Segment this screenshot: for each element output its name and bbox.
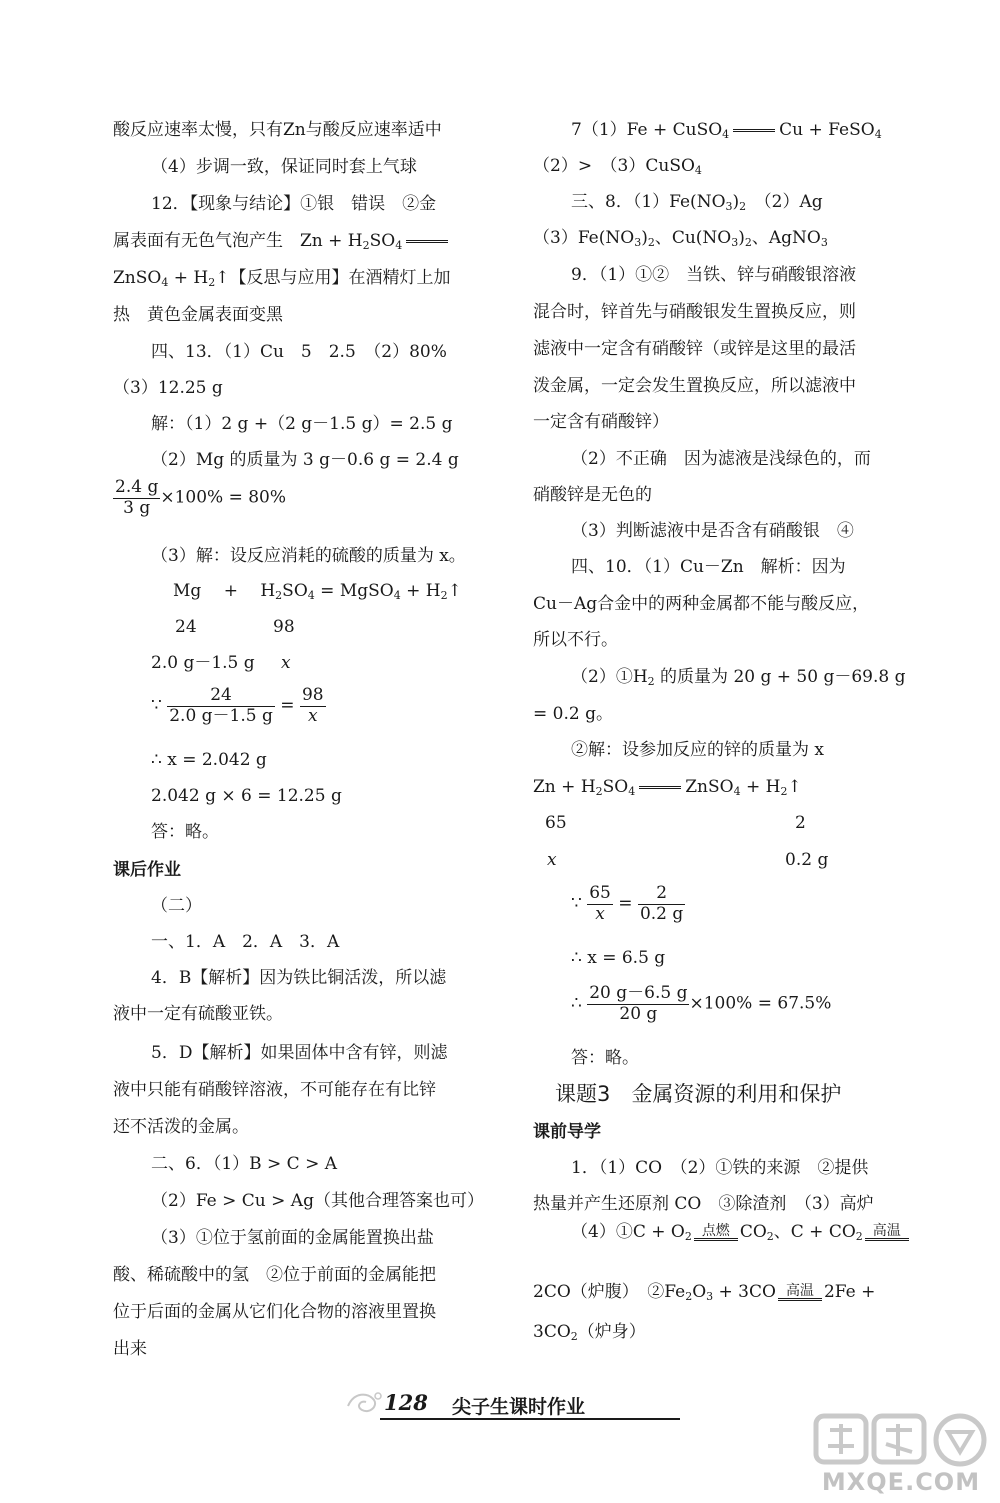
reaction-condition: 高温 xyxy=(778,1284,822,1301)
equation-arrow xyxy=(639,786,681,789)
left-line-2: （4）步调一致，保证同时套上气球 xyxy=(151,157,417,177)
left-line-11: $\frac{2.4 g}{3 g}$ ×100% = 80% xyxy=(115,477,287,518)
left-line-26: 还不活泼的金属。 xyxy=(113,1117,249,1137)
right-line-2: （2）> （3）CuSO$_4$ xyxy=(533,156,702,177)
left-line-5: ZnSO$_4$ + $H_2↑$【反思与应用】在酒精灯上加 xyxy=(113,268,451,289)
right-line-15: 所以不行。 xyxy=(533,630,618,650)
right-line-31: $3CO_2$（炉身） xyxy=(533,1322,646,1343)
fraction: $\frac{2}{0.2 g}$ xyxy=(639,883,684,924)
reaction-condition: 点燃 xyxy=(694,1224,738,1241)
left-line-15b: x xyxy=(281,653,291,673)
right-line-29: （4）①C + $O_2$ 点燃 $CO_2$、$C + CO_2$ 高温 xyxy=(571,1224,911,1241)
left-line-18: 2.042 g × 6 = 12.25 g xyxy=(151,786,342,806)
left-line-28: （2）Fe > Cu > Ag（其他合理答案也可） xyxy=(151,1191,484,1211)
left-line-22: 4．B【解析】因为铁比铜活泼，所以滤 xyxy=(151,968,447,988)
fraction: $\frac{20 g-6.5 g}{20 g}$ xyxy=(589,983,688,1024)
right-line-23: ∴ x = 6.5 g xyxy=(571,948,666,968)
lesson-title: 课题3 金属资源的利用和保护 xyxy=(555,1082,842,1106)
left-line-24: 5．D【解析】如果固体中含有锌，则滤 xyxy=(151,1043,448,1063)
right-line-14: Cu－Ag合金中的两种金属都不能与酸反应， xyxy=(533,594,870,614)
left-line-17: ∴ x = 2.042 g xyxy=(151,750,267,770)
right-line-6: 混合时，锌首先与硝酸银发生置换反应，则 xyxy=(533,302,856,322)
left-line-9: 解：（1）2 g +（2 g－1.5 g）= 2.5 g xyxy=(151,414,453,434)
right-line-21a: x xyxy=(547,850,557,870)
right-line-3: 三、8．$(1)Fe(NO_3)_2$ （2）Ag xyxy=(571,192,823,213)
left-line-4: 属表面有无色气泡产生 $Zn + H_2SO_4$ xyxy=(113,233,452,250)
left-line-10: （2）Mg 的质量为 3 g－0.6 g = 2.4 g xyxy=(151,450,459,470)
right-line-4: $(3)Fe(NO_3)_2$、$Cu(NO_3)_2$、AgNO$_3$ xyxy=(533,228,828,249)
left-line-1: 酸反应速率太慢，只有Zn与酸反应速率适中 xyxy=(113,120,442,140)
left-line-32: 出来 xyxy=(113,1339,147,1359)
left-line-3: 12．【现象与结论】①银 错误 ②金 xyxy=(151,194,437,214)
ornament-icon xyxy=(344,1386,384,1420)
left-line-14b: 98 xyxy=(273,617,295,637)
left-line-15a: 2.0 g－1.5 g xyxy=(151,653,255,673)
section-heading-homework: 课后作业 xyxy=(113,860,181,880)
series-title: 尖子生课时作业 xyxy=(452,1396,586,1418)
fraction: $\frac{24}{2.0 g-1.5 g}$ xyxy=(169,685,273,726)
reaction-condition: 高温 xyxy=(865,1224,909,1241)
right-line-16: $(2)①H_2$ 的质量为 20 g + 50 g－69.8 g xyxy=(571,667,906,688)
left-line-16: ∵ $\frac{24}{2.0 g-1.5 g}$ = $\frac{98}{x}$ xyxy=(151,685,324,726)
right-line-11: 硝酸锌是无色的 xyxy=(533,485,652,505)
footer-divider xyxy=(380,1418,680,1420)
equation-arrow xyxy=(406,240,448,243)
fraction: $\frac{98}{x}$ xyxy=(301,685,324,726)
right-line-22: ∵ $\frac{65}{x}$ = $\frac{2}{0.2 g}$ xyxy=(571,883,684,924)
left-line-30: 酸、稀硫酸中的氢 ②位于前面的金属能把 xyxy=(113,1265,436,1285)
right-line-28: 热量并产生还原剂 CO ③除渣剂 （3）高炉 xyxy=(533,1194,874,1214)
left-line-8: （3）12.25 g xyxy=(113,378,223,398)
right-line-5: 9．（1）①② 当铁、锌与硝酸银溶液 xyxy=(571,265,857,285)
right-line-19: $Zn + H_2SO_4$ ZnSO$_4$ + $H_2↑$ xyxy=(533,777,802,798)
watermark xyxy=(812,1410,990,1496)
right-line-8: 泼金属，一定会发生置换反应，所以滤液中 xyxy=(533,376,856,396)
right-line-17: = 0.2 g。 xyxy=(533,704,613,724)
left-line-25: 液中只能有硝酸锌溶液，不可能存在有比锌 xyxy=(113,1080,436,1100)
left-line-19: 答：略。 xyxy=(151,822,219,842)
right-line-27: 1．（1）CO （2）①铁的来源 ②提供 xyxy=(571,1158,869,1178)
fraction: $\frac{65}{x}$ xyxy=(589,883,611,924)
right-line-7: 滤液中一定含有硝酸锌（或锌是这里的最活 xyxy=(533,339,856,359)
right-line-18: ②解：设参加反应的锌的质量为 x xyxy=(571,740,824,760)
left-line-29: （3）①位于氢前面的金属能置换出盐 xyxy=(151,1228,434,1248)
left-line-6: 热 黄色金属表面变黑 xyxy=(113,305,283,325)
right-line-25: 答：略。 xyxy=(571,1048,639,1068)
right-line-30: 2CO（炉腹） $②Fe_2O_3 + 3CO$ 高温 2Fe + xyxy=(533,1282,876,1303)
right-line-20a: 65 xyxy=(545,813,567,833)
left-line-21: 一、1．A 2．A 3．A xyxy=(151,932,340,952)
section-heading-preview: 课前导学 xyxy=(533,1122,601,1142)
left-line-23: 液中一定有硫酸亚铁。 xyxy=(113,1004,283,1024)
right-line-1: 7（1）Fe + CuSO$_4$ Cu + FeSO$_4$ xyxy=(571,120,882,141)
watermark-logo-icon xyxy=(812,1410,990,1470)
equation-arrow xyxy=(733,129,775,132)
right-line-9: 一定含有硝酸锌） xyxy=(533,412,669,432)
right-line-13: 四、10．（1）Cu－Zn 解析：因为 xyxy=(571,557,846,577)
fraction: $\frac{2.4 g}{3 g}$ xyxy=(115,477,159,518)
left-line-31: 位于后面的金属从它们化合物的溶液里置换 xyxy=(113,1302,436,1322)
left-line-14a: 24 xyxy=(175,617,197,637)
right-line-20b: 2 xyxy=(795,813,806,833)
page-number: 128 xyxy=(384,1390,428,1415)
right-line-24: ∴ $\frac{20 g-6.5 g}{20 g}$ ×100% = 67.5% xyxy=(571,983,832,1024)
page-footer xyxy=(344,1386,684,1422)
left-line-7: 四、13．（1）Cu 5 2.5 （2）80% xyxy=(151,342,447,362)
right-line-21b: 0.2 g xyxy=(785,850,829,870)
left-line-27: 二、6．（1）B > C > A xyxy=(151,1154,338,1174)
left-line-20: （二） xyxy=(151,896,202,916)
left-line-13: Mg + $H_2SO_4$ = MgSO$_4$ + $H_2↑$ xyxy=(173,581,462,602)
left-line-12: （3）解：设反应消耗的硫酸的质量为 x。 xyxy=(151,546,466,566)
watermark-url: MXQE.COM xyxy=(821,1468,981,1496)
right-line-10: （2）不正确 因为滤液是浅绿色的，而 xyxy=(571,449,871,469)
right-line-12: （3）判断滤液中是否含有硝酸银 ④ xyxy=(571,521,854,541)
